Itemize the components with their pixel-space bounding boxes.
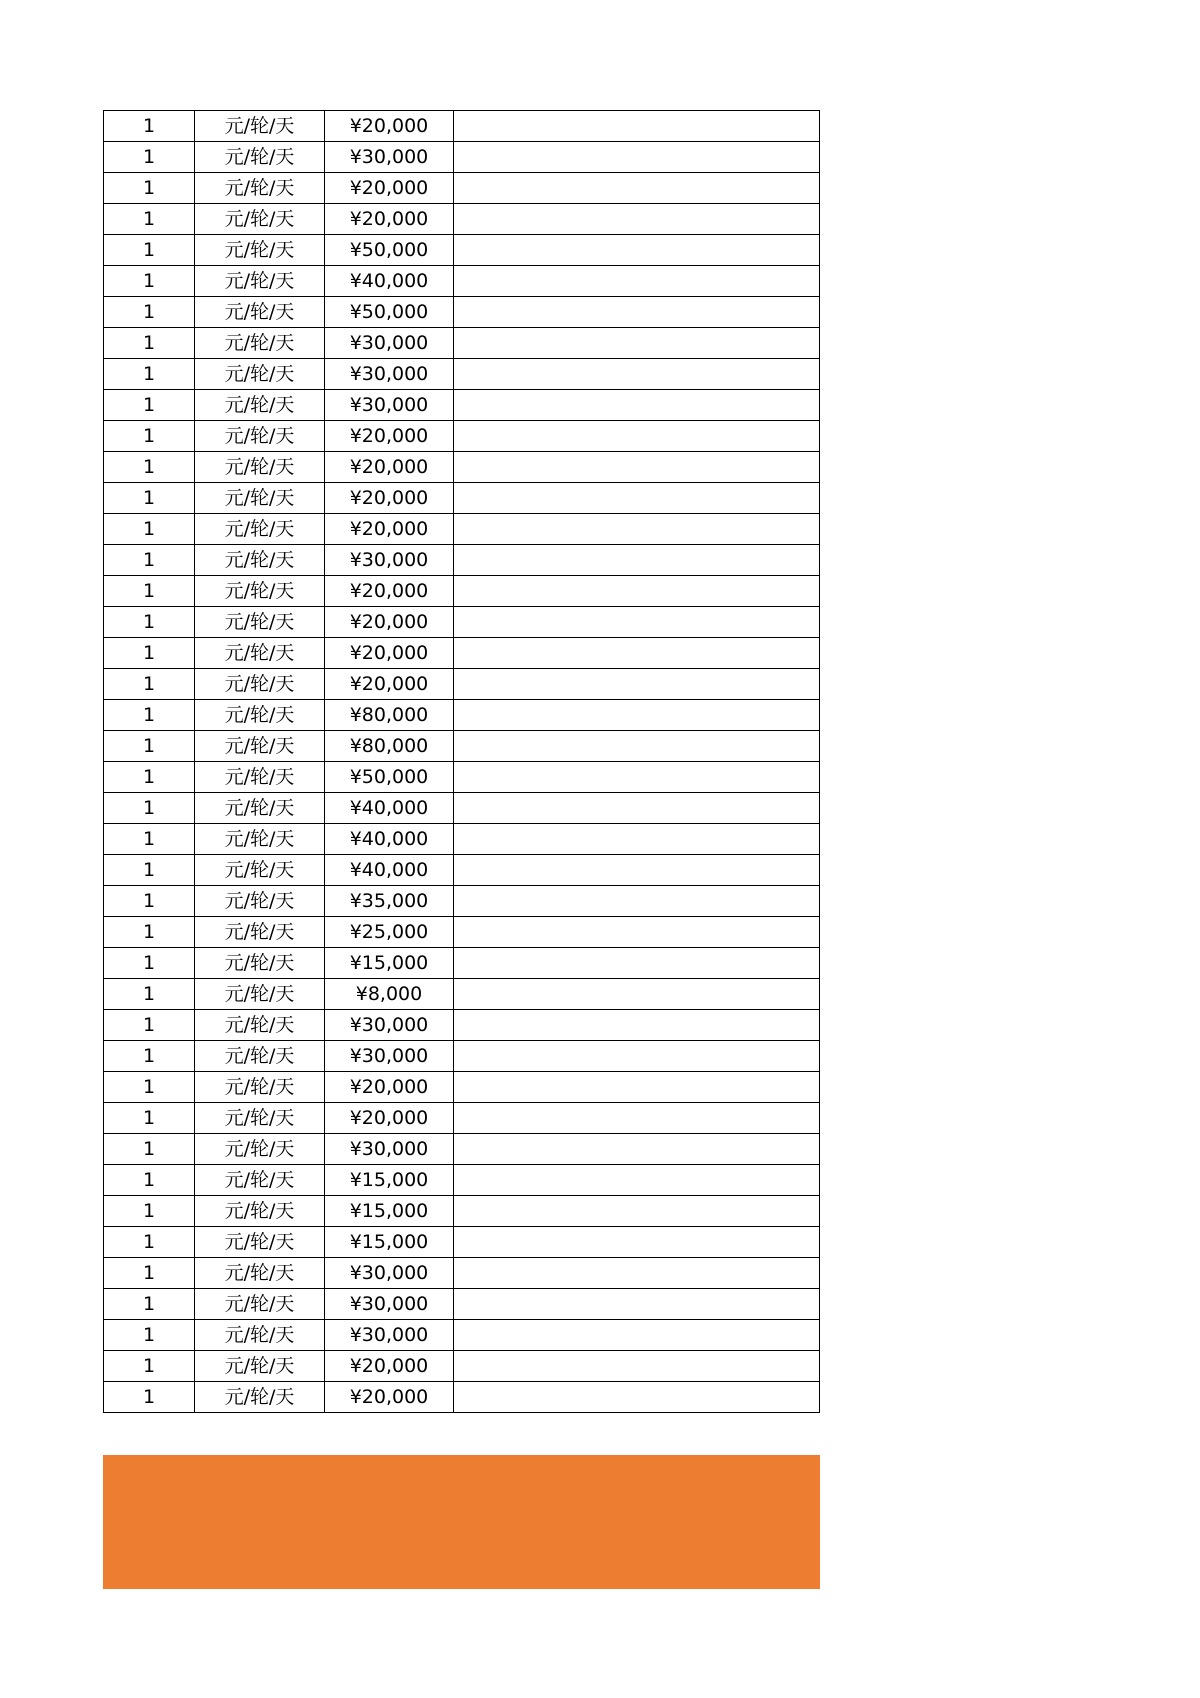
- table-row: [104, 1072, 820, 1103]
- unit-cell: 元/轮/天: [195, 173, 325, 204]
- unit-cell: 元/轮/天: [195, 762, 325, 793]
- quantity-cell: 1: [104, 979, 195, 1010]
- table-row: [104, 1320, 820, 1351]
- note-cell: [454, 855, 820, 886]
- quantity-cell: 1: [104, 1196, 195, 1227]
- unit-cell: 元/轮/天: [195, 421, 325, 452]
- unit-cell: 元/轮/天: [195, 917, 325, 948]
- note-cell: [454, 1382, 820, 1413]
- quantity-cell: 1: [104, 1258, 195, 1289]
- note-cell: [454, 1165, 820, 1196]
- table-row: [104, 514, 820, 545]
- unit-cell: 元/轮/天: [195, 545, 325, 576]
- table-row: [104, 917, 820, 948]
- price-cell: ¥20,000: [325, 514, 454, 545]
- table-row: [104, 483, 820, 514]
- price-cell: ¥20,000: [325, 576, 454, 607]
- table-row: [104, 731, 820, 762]
- table-row: [104, 111, 820, 142]
- unit-cell: 元/轮/天: [195, 669, 325, 700]
- unit-cell: 元/轮/天: [195, 979, 325, 1010]
- note-cell: [454, 1041, 820, 1072]
- price-sheet: [103, 110, 819, 1413]
- note-cell: [454, 173, 820, 204]
- price-cell: ¥20,000: [325, 638, 454, 669]
- note-cell: [454, 700, 820, 731]
- quantity-cell: 1: [104, 328, 195, 359]
- table-row: [104, 452, 820, 483]
- quantity-cell: 1: [104, 1351, 195, 1382]
- quantity-cell: 1: [104, 204, 195, 235]
- quantity-cell: 1: [104, 142, 195, 173]
- unit-cell: 元/轮/天: [195, 1258, 325, 1289]
- table-row: [104, 1351, 820, 1382]
- table-row: [104, 1103, 820, 1134]
- note-cell: [454, 1072, 820, 1103]
- table-row: [104, 142, 820, 173]
- quantity-cell: 1: [104, 1320, 195, 1351]
- price-cell: ¥30,000: [325, 1258, 454, 1289]
- note-cell: [454, 917, 820, 948]
- quantity-cell: 1: [104, 1072, 195, 1103]
- price-cell: ¥30,000: [325, 142, 454, 173]
- quantity-cell: 1: [104, 452, 195, 483]
- unit-cell: 元/轮/天: [195, 111, 325, 142]
- price-cell: ¥20,000: [325, 204, 454, 235]
- table-row: [104, 1227, 820, 1258]
- table-row: [104, 328, 820, 359]
- table-row: [104, 793, 820, 824]
- quantity-cell: 1: [104, 173, 195, 204]
- quantity-cell: 1: [104, 235, 195, 266]
- price-cell: ¥80,000: [325, 700, 454, 731]
- unit-cell: 元/轮/天: [195, 1227, 325, 1258]
- price-cell: ¥30,000: [325, 1289, 454, 1320]
- table-row: [104, 855, 820, 886]
- price-cell: ¥20,000: [325, 669, 454, 700]
- unit-cell: 元/轮/天: [195, 700, 325, 731]
- note-cell: [454, 1258, 820, 1289]
- note-cell: [454, 1134, 820, 1165]
- quantity-cell: 1: [104, 111, 195, 142]
- price-cell: ¥20,000: [325, 173, 454, 204]
- unit-cell: 元/轮/天: [195, 607, 325, 638]
- price-cell: ¥15,000: [325, 1165, 454, 1196]
- table-row: [104, 576, 820, 607]
- price-cell: ¥40,000: [325, 266, 454, 297]
- price-cell: ¥35,000: [325, 886, 454, 917]
- price-cell: ¥30,000: [325, 390, 454, 421]
- quantity-cell: 1: [104, 266, 195, 297]
- note-cell: [454, 979, 820, 1010]
- price-cell: ¥15,000: [325, 1196, 454, 1227]
- quantity-cell: 1: [104, 762, 195, 793]
- unit-cell: 元/轮/天: [195, 731, 325, 762]
- price-cell: ¥50,000: [325, 297, 454, 328]
- table-row: [104, 359, 820, 390]
- table-row: [104, 1258, 820, 1289]
- note-cell: [454, 514, 820, 545]
- table-row: [104, 1041, 820, 1072]
- note-cell: [454, 545, 820, 576]
- quantity-cell: 1: [104, 1289, 195, 1320]
- quantity-cell: 1: [104, 483, 195, 514]
- quantity-cell: 1: [104, 607, 195, 638]
- quantity-cell: 1: [104, 886, 195, 917]
- note-cell: [454, 669, 820, 700]
- note-cell: [454, 1351, 820, 1382]
- note-cell: [454, 297, 820, 328]
- table-row: [104, 421, 820, 452]
- table-row: [104, 1289, 820, 1320]
- price-cell: ¥50,000: [325, 235, 454, 266]
- price-cell: ¥80,000: [325, 731, 454, 762]
- table-row: [104, 235, 820, 266]
- table-row: [104, 824, 820, 855]
- price-cell: ¥40,000: [325, 824, 454, 855]
- price-cell: ¥20,000: [325, 421, 454, 452]
- quantity-cell: 1: [104, 855, 195, 886]
- table-row: [104, 204, 820, 235]
- quantity-cell: 1: [104, 359, 195, 390]
- unit-cell: 元/轮/天: [195, 1351, 325, 1382]
- unit-cell: 元/轮/天: [195, 514, 325, 545]
- price-cell: ¥30,000: [325, 1320, 454, 1351]
- price-cell: ¥20,000: [325, 1351, 454, 1382]
- unit-cell: 元/轮/天: [195, 1134, 325, 1165]
- table-row: [104, 948, 820, 979]
- note-cell: [454, 328, 820, 359]
- unit-cell: 元/轮/天: [195, 142, 325, 173]
- quantity-cell: 1: [104, 1227, 195, 1258]
- table-row: [104, 1196, 820, 1227]
- note-cell: [454, 948, 820, 979]
- note-cell: [454, 359, 820, 390]
- price-table: [103, 110, 820, 1413]
- price-cell: ¥40,000: [325, 793, 454, 824]
- quantity-cell: 1: [104, 1382, 195, 1413]
- note-cell: [454, 483, 820, 514]
- table-row: [104, 545, 820, 576]
- unit-cell: 元/轮/天: [195, 1165, 325, 1196]
- note-cell: [454, 607, 820, 638]
- note-cell: [454, 390, 820, 421]
- quantity-cell: 1: [104, 700, 195, 731]
- table-row: [104, 700, 820, 731]
- price-cell: ¥30,000: [325, 1010, 454, 1041]
- note-cell: [454, 824, 820, 855]
- unit-cell: 元/轮/天: [195, 886, 325, 917]
- table-body: [104, 111, 820, 1413]
- table-row: [104, 1010, 820, 1041]
- table-row: [104, 638, 820, 669]
- table-row: [104, 979, 820, 1010]
- note-cell: [454, 1010, 820, 1041]
- note-cell: [454, 266, 820, 297]
- quantity-cell: 1: [104, 824, 195, 855]
- note-cell: [454, 1227, 820, 1258]
- price-cell: ¥25,000: [325, 917, 454, 948]
- note-cell: [454, 638, 820, 669]
- price-cell: ¥30,000: [325, 545, 454, 576]
- unit-cell: 元/轮/天: [195, 328, 325, 359]
- unit-cell: 元/轮/天: [195, 576, 325, 607]
- unit-cell: 元/轮/天: [195, 948, 325, 979]
- table-row: [104, 173, 820, 204]
- unit-cell: 元/轮/天: [195, 638, 325, 669]
- note-cell: [454, 1289, 820, 1320]
- note-cell: [454, 1320, 820, 1351]
- note-cell: [454, 886, 820, 917]
- unit-cell: 元/轮/天: [195, 1382, 325, 1413]
- quantity-cell: 1: [104, 1103, 195, 1134]
- unit-cell: 元/轮/天: [195, 824, 325, 855]
- unit-cell: 元/轮/天: [195, 204, 325, 235]
- unit-cell: 元/轮/天: [195, 1289, 325, 1320]
- unit-cell: 元/轮/天: [195, 390, 325, 421]
- price-cell: ¥20,000: [325, 1072, 454, 1103]
- quantity-cell: 1: [104, 297, 195, 328]
- unit-cell: 元/轮/天: [195, 1010, 325, 1041]
- unit-cell: 元/轮/天: [195, 793, 325, 824]
- quantity-cell: 1: [104, 1165, 195, 1196]
- unit-cell: 元/轮/天: [195, 1196, 325, 1227]
- quantity-cell: 1: [104, 1134, 195, 1165]
- price-cell: ¥50,000: [325, 762, 454, 793]
- price-cell: ¥20,000: [325, 607, 454, 638]
- note-cell: [454, 762, 820, 793]
- table-row: [104, 886, 820, 917]
- price-cell: ¥20,000: [325, 452, 454, 483]
- table-row: [104, 607, 820, 638]
- unit-cell: 元/轮/天: [195, 359, 325, 390]
- note-cell: [454, 142, 820, 173]
- price-cell: ¥40,000: [325, 855, 454, 886]
- table-row: [104, 669, 820, 700]
- price-cell: ¥20,000: [325, 111, 454, 142]
- note-cell: [454, 731, 820, 762]
- table-row: [104, 1134, 820, 1165]
- note-cell: [454, 204, 820, 235]
- unit-cell: 元/轮/天: [195, 452, 325, 483]
- unit-cell: 元/轮/天: [195, 235, 325, 266]
- quantity-cell: 1: [104, 948, 195, 979]
- table-row: [104, 266, 820, 297]
- price-cell: ¥15,000: [325, 948, 454, 979]
- price-cell: ¥30,000: [325, 1041, 454, 1072]
- quantity-cell: 1: [104, 1010, 195, 1041]
- unit-cell: 元/轮/天: [195, 297, 325, 328]
- price-cell: ¥30,000: [325, 359, 454, 390]
- unit-cell: 元/轮/天: [195, 483, 325, 514]
- note-cell: [454, 576, 820, 607]
- note-cell: [454, 1196, 820, 1227]
- table-row: [104, 297, 820, 328]
- note-cell: [454, 421, 820, 452]
- price-cell: ¥20,000: [325, 1382, 454, 1413]
- table-row: [104, 390, 820, 421]
- quantity-cell: 1: [104, 514, 195, 545]
- price-cell: ¥30,000: [325, 1134, 454, 1165]
- price-cell: ¥20,000: [325, 483, 454, 514]
- quantity-cell: 1: [104, 917, 195, 948]
- unit-cell: 元/轮/天: [195, 1041, 325, 1072]
- note-cell: [454, 452, 820, 483]
- price-cell: ¥8,000: [325, 979, 454, 1010]
- quantity-cell: 1: [104, 545, 195, 576]
- quantity-cell: 1: [104, 638, 195, 669]
- unit-cell: 元/轮/天: [195, 1320, 325, 1351]
- quantity-cell: 1: [104, 390, 195, 421]
- unit-cell: 元/轮/天: [195, 266, 325, 297]
- note-cell: [454, 235, 820, 266]
- orange-footer-bar: [103, 1455, 820, 1589]
- table-row: [104, 762, 820, 793]
- quantity-cell: 1: [104, 731, 195, 762]
- unit-cell: 元/轮/天: [195, 855, 325, 886]
- quantity-cell: 1: [104, 793, 195, 824]
- price-cell: ¥15,000: [325, 1227, 454, 1258]
- price-cell: ¥20,000: [325, 1103, 454, 1134]
- quantity-cell: 1: [104, 576, 195, 607]
- price-cell: ¥30,000: [325, 328, 454, 359]
- quantity-cell: 1: [104, 421, 195, 452]
- quantity-cell: 1: [104, 1041, 195, 1072]
- note-cell: [454, 793, 820, 824]
- note-cell: [454, 111, 820, 142]
- table-row: [104, 1165, 820, 1196]
- quantity-cell: 1: [104, 669, 195, 700]
- unit-cell: 元/轮/天: [195, 1103, 325, 1134]
- table-row: [104, 1382, 820, 1413]
- note-cell: [454, 1103, 820, 1134]
- unit-cell: 元/轮/天: [195, 1072, 325, 1103]
